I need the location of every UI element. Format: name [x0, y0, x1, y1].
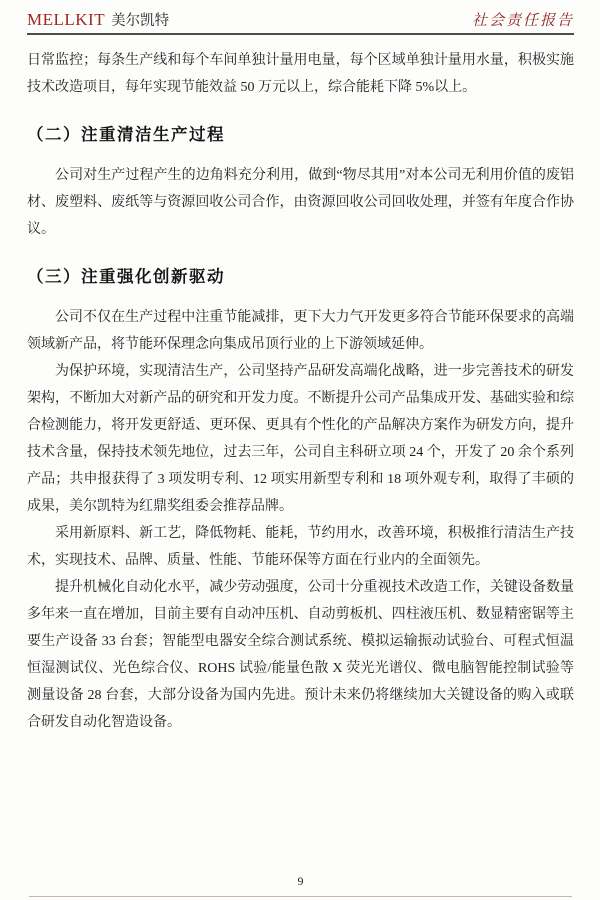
report-title: 社会责任报告: [471, 13, 574, 29]
paragraph-rd-strategy: 为保护环境，实现清洁生产，公司坚持产品研发高端化战略，进一步完善技术的研发架构，不断加大对新产品的研究和开发力度。不断提升公司产品集成开发、基础实验和综合检测能力，将开发更舒适、更环保、更具有个性化的产品解决方案作为研发方向，提升技术含量，保持技术领先地位，过去三年，公司自主科研立项 24 个，开发了 20 余个系列产品；共申报获得了 3 项发明专利、12 项实用新型专利和 18 项外观专利，取得了丰硕的成果，美尔凯特为红鼎奖组委会推荐品牌。: [27, 364, 574, 514]
paragraph-clean-production: 公司对生产过程产生的边角料充分利用，做到“物尽其用”对本公司无利用价值的废铝材、废塑料、废纸等与资源回收公司合作，由资源回收公司回收处理，并签有年度合作协议。: [27, 168, 574, 237]
document-body: [27, 47, 574, 736]
brand-name-english: MELLKIT: [27, 10, 106, 29]
brand-logo: [27, 9, 169, 30]
paragraph-carryover: 日常监控；每条生产线和每个车间单独计量用电量，每个区域单独计量用水量，积极实施技术改造项目，每年实现节能效益 50 万元以上，综合能耗下降 5%以上。: [27, 53, 574, 95]
section-heading-clean-production: （二）注重清洁生产过程: [27, 126, 225, 144]
paragraph-automation: 提升机械化自动化水平，减少劳动强度，公司十分重视技术改造工作，关键设备数量多年来一直在增加，目前主要有自动冲压机、自动剪板机、四柱液压机、数显精密锯等主要生产设备 33 台套；智能型电器安全综合测试系统、模拟运输振动试验台、可程式恒温恒湿测试仪、光色综合仪、ROHS 试验/能量色散 X 荧光光谱仪、微电脑智能控制试验等测量设备 28 台套，大部分设备为国内先进。预计未来仍将继续加大关键设备的购入或联合研发自动化智造设备。: [27, 580, 574, 730]
page-footer: [27, 872, 574, 900]
section-heading-innovation: （三）注重强化创新驱动: [27, 268, 225, 286]
brand-name-chinese: 美尔凯特: [111, 13, 170, 29]
paragraph-clean-tech: 采用新原料、新工艺，降低物耗、能耗，节约用水，改善环境，积极推行清洁生产技术，实现技术、品牌、质量、性能、节能环保等方面在行业内的全面领先。: [27, 526, 574, 568]
paragraph-innovation-intro: 公司不仅在生产过程中注重节能减排，更下大力气开发更多符合节能环保要求的高端领域新产品，将节能环保理念向集成吊顶行业的上下游领域延伸。: [27, 310, 574, 352]
page-number: 9: [297, 874, 304, 888]
page-header: [27, 9, 574, 35]
